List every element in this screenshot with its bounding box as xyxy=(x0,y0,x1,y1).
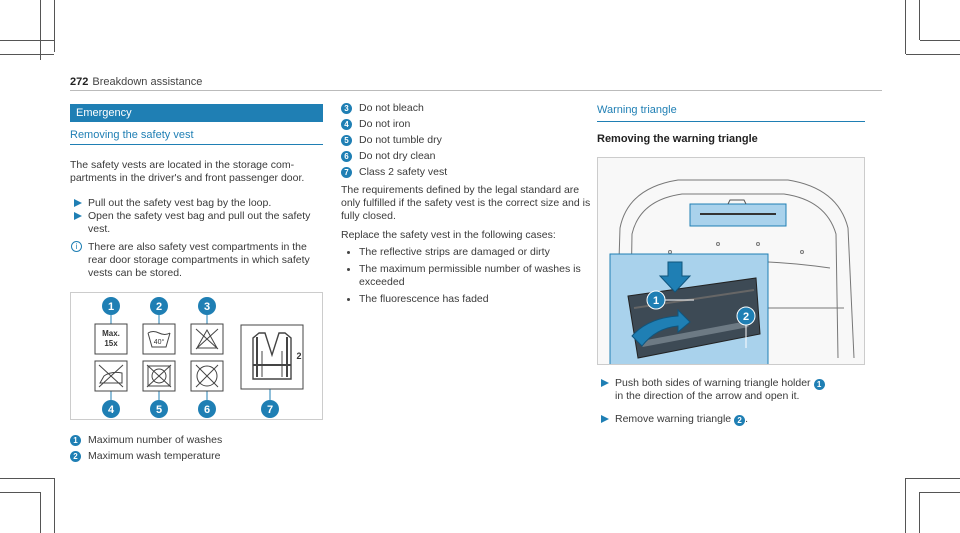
legend-item xyxy=(70,434,323,447)
intro-paragraph: The safety vests are located in the storage com- partments in the driver's and front passenger door. xyxy=(70,159,305,184)
marker-label: 7 xyxy=(266,404,274,416)
care-symbols-illustration xyxy=(71,293,324,421)
replace-intro: Replace the safety vest in the following cases: xyxy=(341,229,556,241)
max-label: Max. xyxy=(102,329,120,338)
warning-triangle-figure xyxy=(597,157,865,365)
column-right xyxy=(597,104,865,426)
crop-mark xyxy=(920,40,960,41)
crop-mark xyxy=(0,54,54,55)
section-banner: Emergency xyxy=(70,104,323,122)
crop-mark xyxy=(920,492,960,493)
bullet-item: The reflective strips are damaged or dirty xyxy=(341,246,603,259)
info-note xyxy=(70,241,323,280)
step-end: . xyxy=(745,413,749,425)
crop-mark xyxy=(919,492,920,533)
arrow-icon xyxy=(74,212,82,220)
crop-mark xyxy=(40,40,54,41)
marker-label: 3 xyxy=(203,301,211,313)
legend-number: 1 xyxy=(70,435,81,446)
crop-mark xyxy=(54,0,55,52)
legend-text: Do not iron xyxy=(359,118,411,130)
requirements-paragraph: The requirements defined by the legal standard are only fulfilled if the safety vest is the correct size and is fully closed. xyxy=(341,184,591,222)
info-text: There are also safety vest compartments in the rear door storage compartments in which safety vests can be stored. xyxy=(88,241,310,279)
legend-item xyxy=(341,102,603,115)
legend-item xyxy=(341,150,603,163)
crop-mark xyxy=(54,478,55,533)
marker-label: 1 xyxy=(652,295,660,307)
column-left xyxy=(70,104,323,463)
column-middle xyxy=(341,102,603,306)
step-item xyxy=(597,413,865,426)
figure-legend xyxy=(70,434,323,463)
bullet-item: The fluorescence has faded xyxy=(341,293,603,306)
marker-label: 6 xyxy=(203,404,211,416)
arrow-icon xyxy=(601,379,609,387)
marker-label: 5 xyxy=(155,404,163,416)
legend-number: 6 xyxy=(341,151,352,162)
section-title: Breakdown assistance xyxy=(92,76,203,88)
ref-number: 2 xyxy=(734,415,745,426)
crop-mark xyxy=(906,478,960,479)
legend-item xyxy=(341,134,603,147)
legend-number: 3 xyxy=(341,103,352,114)
step-item xyxy=(597,377,865,403)
crop-mark xyxy=(40,492,41,533)
legend-item xyxy=(70,450,323,463)
marker-label: 1 xyxy=(107,301,115,313)
step-text: Open the safety vest bag and pull out the safety vest. xyxy=(88,210,311,235)
step-item xyxy=(70,197,323,210)
step-text-continued: in the direction of the arrow and open it. xyxy=(615,390,800,402)
section-heading: Removing the warning triangle xyxy=(597,133,758,145)
crop-mark xyxy=(40,40,41,60)
legend-text: Do not dry clean xyxy=(359,150,436,162)
ref-number: 1 xyxy=(814,379,825,390)
step-item xyxy=(70,210,323,236)
arrow-icon xyxy=(74,199,82,207)
crop-mark xyxy=(905,478,906,533)
step-text: Remove warning triangle xyxy=(615,413,732,425)
max-value: 15x xyxy=(104,339,118,348)
arrow-icon xyxy=(601,415,609,423)
bullet-item: The maximum permissible number of washes is exceeded xyxy=(341,263,591,289)
crop-mark xyxy=(0,40,40,41)
crop-mark xyxy=(906,54,960,55)
subheading: Removing the safety vest xyxy=(70,129,323,145)
legend-text: Class 2 safety vest xyxy=(359,166,448,178)
trunk-illustration xyxy=(598,158,865,365)
page-number: 272 xyxy=(70,76,89,88)
marker-label: 2 xyxy=(742,311,750,323)
step-text: Pull out the safety vest bag by the loop. xyxy=(88,197,272,209)
legend-text: Do not bleach xyxy=(359,102,424,114)
page-header xyxy=(70,76,202,88)
step-text: Push both sides of warning triangle holder xyxy=(615,377,811,389)
crop-mark xyxy=(40,0,41,40)
crop-mark xyxy=(0,492,40,493)
crop-mark xyxy=(919,0,920,40)
marker-label: 4 xyxy=(107,404,115,416)
subheading: Warning triangle xyxy=(597,104,865,122)
marker-label: 2 xyxy=(155,301,163,313)
care-symbols-figure xyxy=(70,292,323,420)
legend-number: 5 xyxy=(341,135,352,146)
legend-text: Maximum wash temperature xyxy=(88,450,221,462)
crop-mark xyxy=(0,478,54,479)
crop-mark xyxy=(905,0,906,54)
legend-text: Do not tumble dry xyxy=(359,134,442,146)
legend-number: 7 xyxy=(341,167,352,178)
legend-text: Maximum number of washes xyxy=(88,434,223,446)
legend-number: 4 xyxy=(341,119,352,130)
figure-legend-continued xyxy=(341,102,603,179)
info-icon: i xyxy=(71,241,82,252)
legend-number: 2 xyxy=(70,451,81,462)
legend-item xyxy=(341,118,603,131)
legend-item xyxy=(341,166,603,179)
header-divider xyxy=(70,90,882,91)
vest-class-label: 2 xyxy=(296,351,302,361)
temperature-label: 40° xyxy=(153,339,165,346)
